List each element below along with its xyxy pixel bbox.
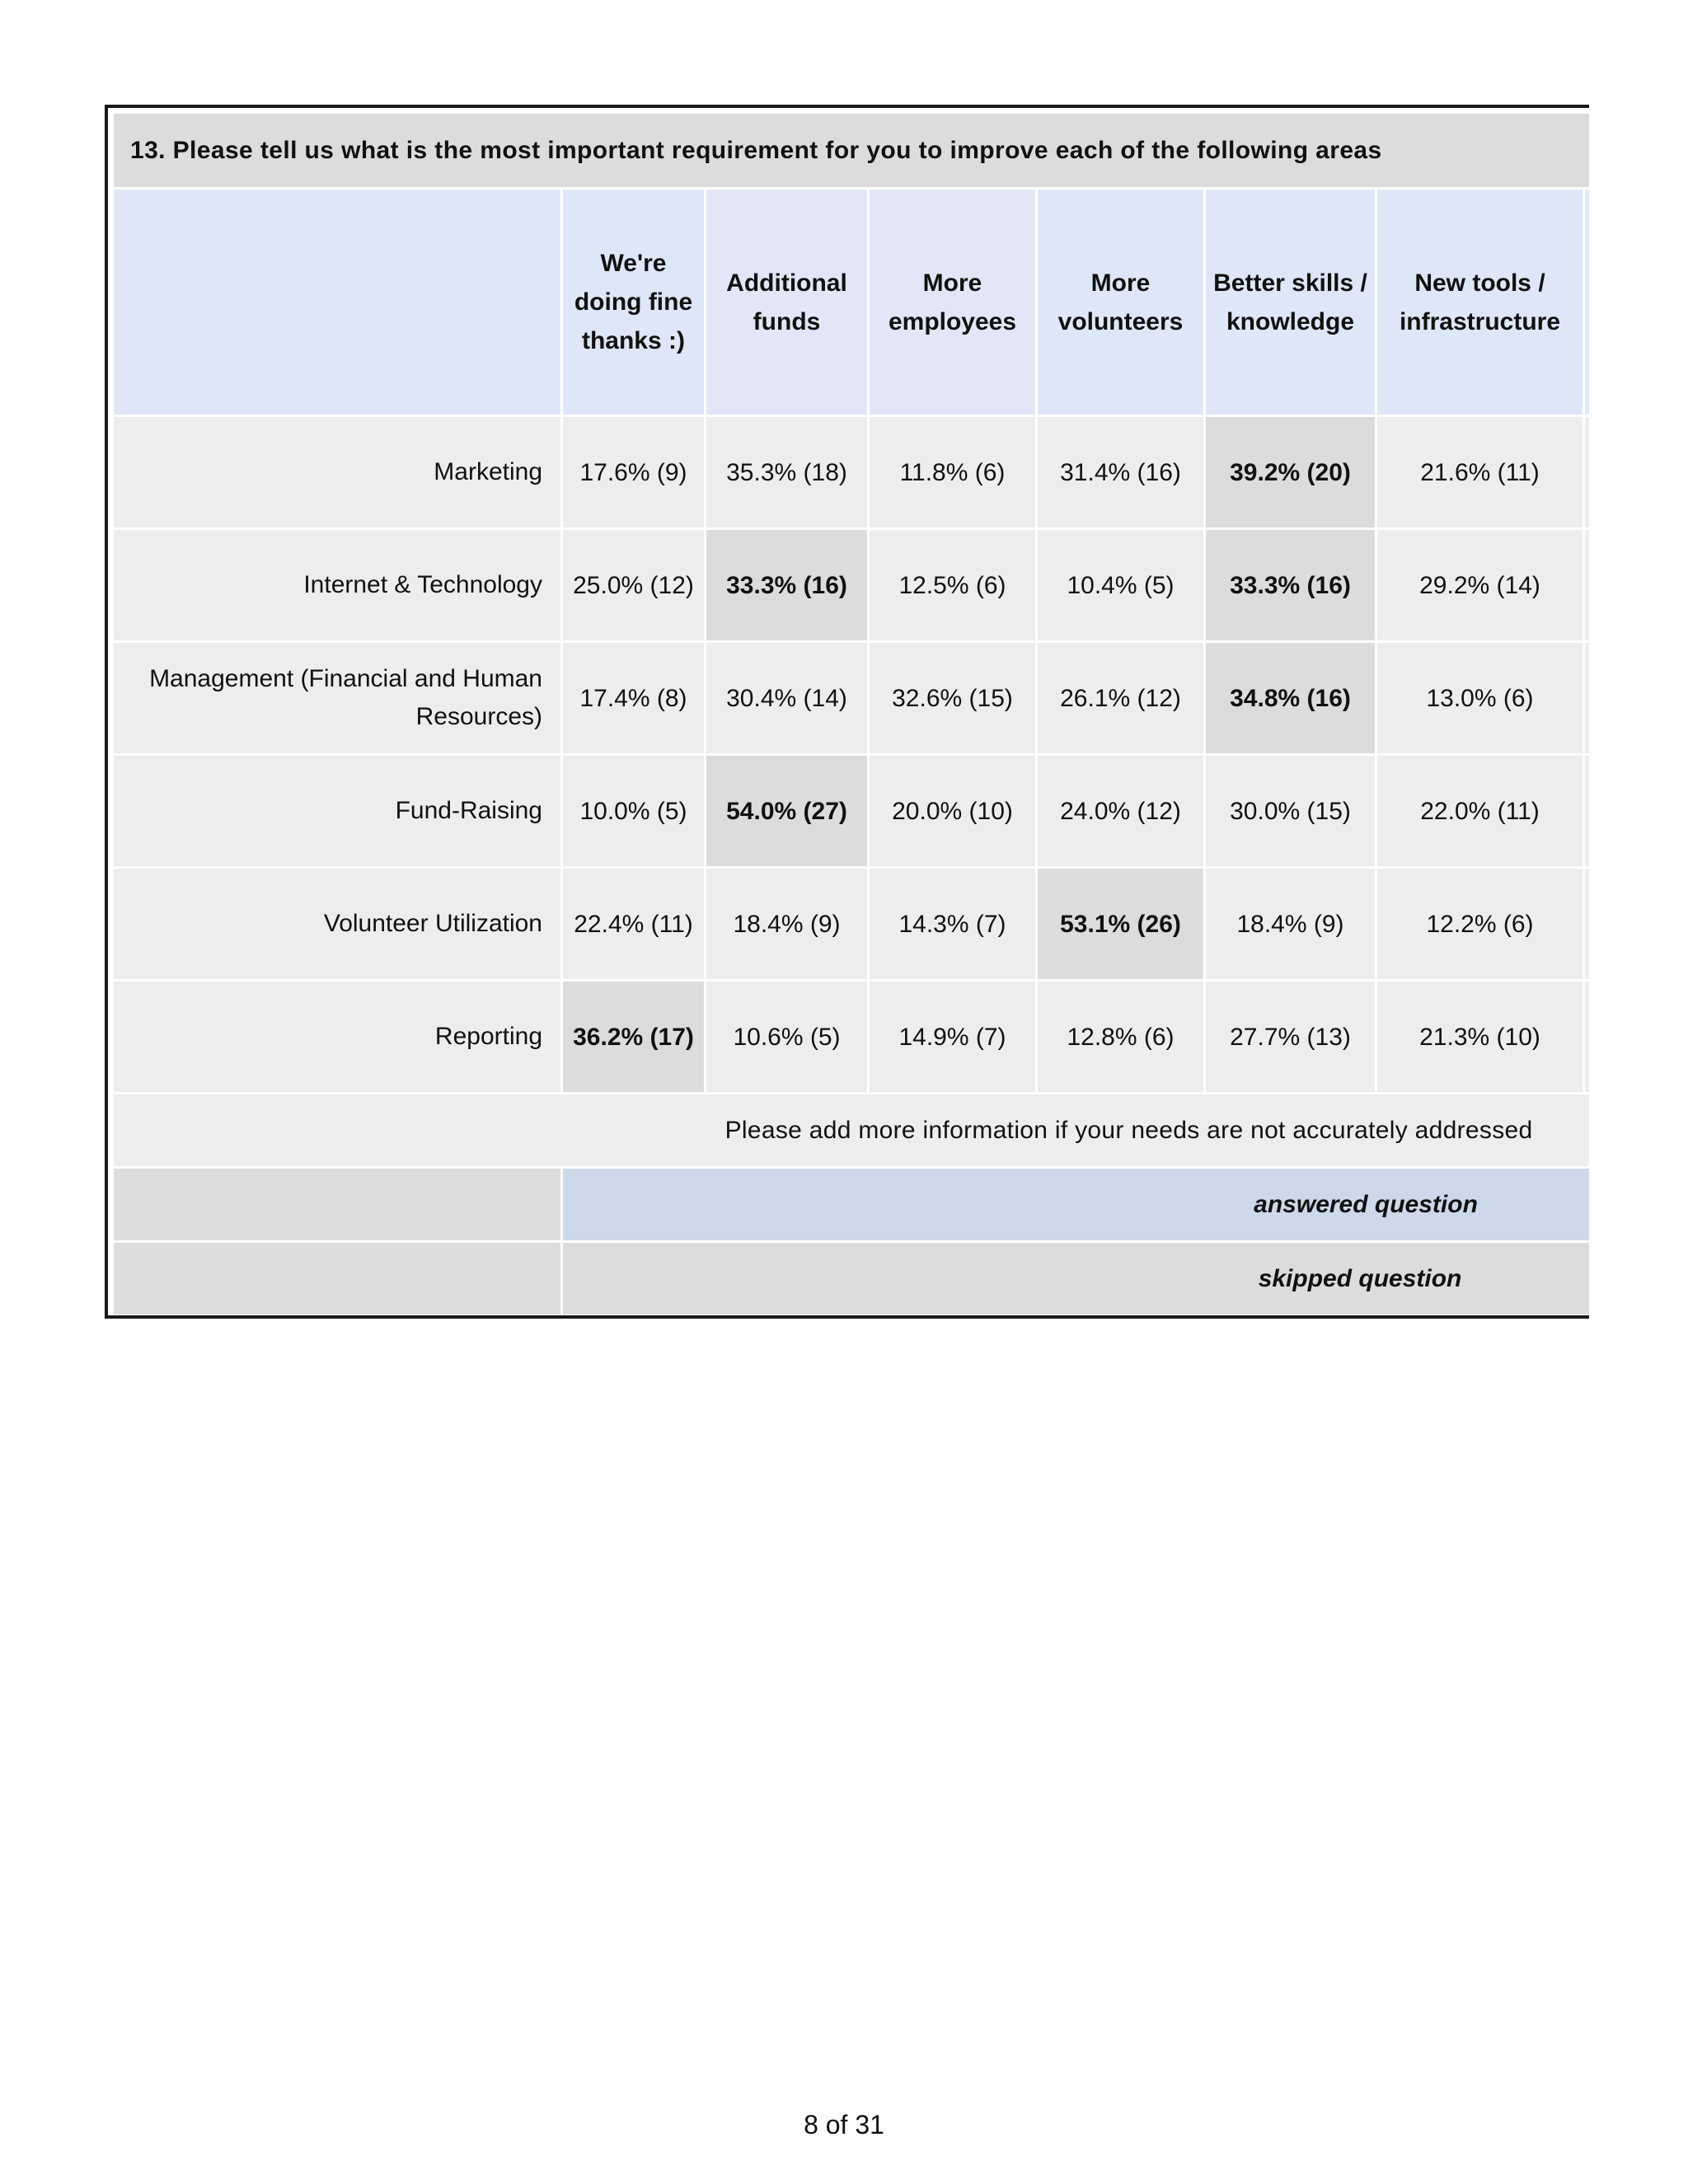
table-cell: 33.3% (16) [1205,529,1376,642]
table-cell: 18.4% (9) [1205,868,1376,981]
row-label-header-blank [113,189,562,416]
table-cell: 11.8% (6) [869,416,1037,529]
table-cell: 32.6% (15) [869,642,1037,755]
table-cell: 33.3% (16) [706,529,869,642]
answered-row [113,1168,1590,1242]
row-label: Reporting [113,981,562,1094]
table-cell: 14.3% (7) [869,868,1037,981]
table-cell: 30.4% (14) [706,642,869,755]
skipped-row-label-cell [113,1242,562,1316]
table-cell-cut-off [1584,642,1590,755]
survey-results-table [111,111,1589,1317]
answered-question-label: answered question [1254,1190,1478,1218]
table-row [113,529,1590,642]
table-cell: 24.0% (12) [1037,755,1205,868]
table-cell: 34.8% (16) [1205,642,1376,755]
column-header-1: Additional funds [706,189,869,416]
table-cell: 53.1% (26) [1037,868,1205,981]
skipped-question-cell [562,1242,1590,1316]
answered-row-label-cell [113,1168,562,1242]
table-cell: 17.4% (8) [562,642,706,755]
table-cell: 22.4% (11) [562,868,706,981]
table-cell: 31.4% (16) [1037,416,1205,529]
comment-prompt-text: Please add more information if your needs are not accurately addressed [724,1116,1533,1144]
table-cell-cut-off [1584,868,1590,981]
column-header-2: More employees [869,189,1037,416]
page-number: 8 of 31 [804,2110,884,2139]
column-header-5: New tools / infrastructure [1376,189,1584,416]
table-cell-cut-off [1584,529,1590,642]
row-label: Marketing [113,416,562,529]
table-body [113,416,1590,1094]
table-cell: 12.2% (6) [1376,868,1584,981]
table-cell-cut-off [1584,755,1590,868]
table-row [113,981,1590,1094]
table-cell: 25.0% (12) [562,529,706,642]
comment-prompt [113,1094,1590,1168]
column-header-cut-off [1584,189,1590,416]
table-cell: 14.9% (7) [869,981,1037,1094]
column-header-4: Better skills / knowledge [1205,189,1376,416]
column-header-3: More volunteers [1037,189,1205,416]
table-cell: 21.3% (10) [1376,981,1584,1094]
question-title-row [113,113,1590,189]
table-cell: 21.6% (11) [1376,416,1584,529]
table-cell: 20.0% (10) [869,755,1037,868]
question-title: 13. Please tell us what is the most important requirement for you to improve each of the following areas [113,113,1590,189]
table-row [113,416,1590,529]
answered-question-cell [562,1168,1590,1242]
table-cell: 10.4% (5) [1037,529,1205,642]
table-cell: 13.0% (6) [1376,642,1584,755]
table-cell-cut-off [1584,416,1590,529]
row-label: Internet & Technology [113,529,562,642]
table-cell: 30.0% (15) [1205,755,1376,868]
table-row [113,755,1590,868]
skipped-question-label: skipped question [1258,1264,1462,1292]
table-cell: 10.6% (5) [706,981,869,1094]
row-label: Fund-Raising [113,755,562,868]
column-header-row [113,189,1590,416]
table-cell-cut-off [1584,981,1590,1094]
table-cell: 29.2% (14) [1376,529,1584,642]
table-row [113,642,1590,755]
table-cell: 12.5% (6) [869,529,1037,642]
table-cell: 17.6% (9) [562,416,706,529]
table-cell: 18.4% (9) [706,868,869,981]
table-cell: 10.0% (5) [562,755,706,868]
table-cell: 27.7% (13) [1205,981,1376,1094]
skipped-row [113,1242,1590,1316]
table-cell: 39.2% (20) [1205,416,1376,529]
row-label: Volunteer Utilization [113,868,562,981]
table-cell: 54.0% (27) [706,755,869,868]
table-row [113,868,1590,981]
row-label: Management (Financial and Human Resources) [113,642,562,755]
column-header-0: We're doing fine thanks :) [562,189,706,416]
comment-prompt-row [113,1094,1590,1168]
table-cell: 36.2% (17) [562,981,706,1094]
table-cell: 22.0% (11) [1376,755,1584,868]
survey-question-table-frame [105,105,1589,1319]
table-cell: 26.1% (12) [1037,642,1205,755]
table-cell: 12.8% (6) [1037,981,1205,1094]
table-cell: 35.3% (18) [706,416,869,529]
